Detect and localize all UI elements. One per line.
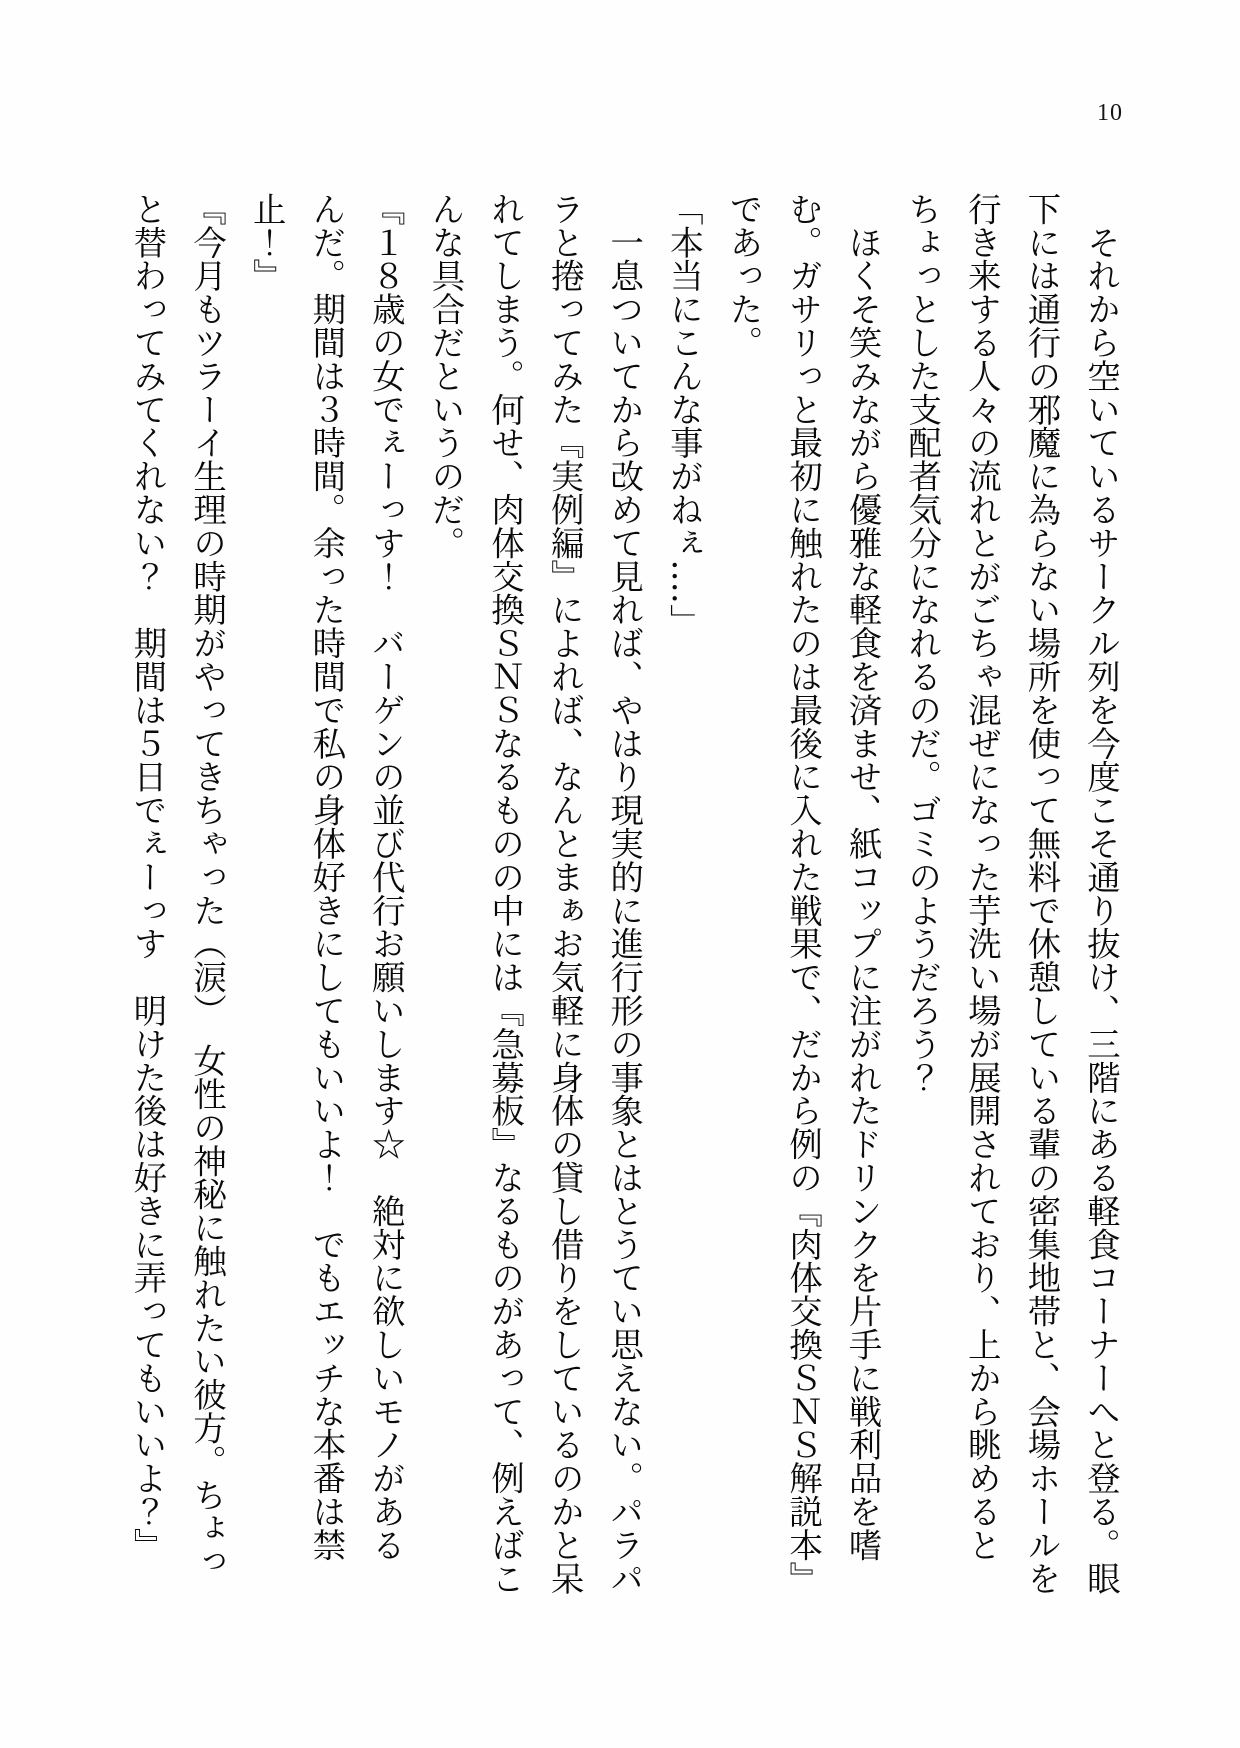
text-line-14: んだ。期間は３時間。余った時間で私の身体好きにしてもいいよ！ でもエッチな本番は禁 [307,192,345,1562]
text-line-6: む。ガサリっと最初に触れたのは最後に入れた戦果で、だから例の『肉体交換ＳＮＳ解説本』 [784,192,822,1595]
text-line-5: ほくそ笑みながら優雅な軽食を済ませ、紙コップに注がれたドリンクを片手に戦利品を嗜 [843,192,881,1562]
text-line-7: であった。 [724,192,762,359]
text-line-3: 行き来する人々の流れとがごちゃ混ぜになった芋洗い場が展開されており、上から眺めると [962,192,1000,1562]
text-line-10: ラと捲ってみた『実例編』によれば、なんとまぁお気軽に身体の貸し借りをしているのかと呆 [545,192,583,1595]
text-line-1: それから空いているサークル列を今度こそ通り抜け、三階にある軽食コーナーへと登る。眼 [1082,192,1119,1595]
text-line-8: 「本当にこんな事がねぇ‥‥」 [664,192,702,638]
page-number: 10 [1097,100,1123,126]
text-line-16: 『今月もツラーイ生理の時期がやってきちゃった（涙） 女性の神秘に触れたい彼方。ちょっ [188,192,226,1579]
text-line-9: 一息ついてから改めて見れば、やはり現実的に進行形の事象とはとうてい思えない。パラパ [605,192,643,1595]
text-line-2: 下には通行の邪魔に為らない場所を使って無料で休憩している輩の密集地帯と、会場ホールを [1022,192,1060,1595]
body-text [116,192,1130,1604]
text-line-4: ちょっとした支配者気分になれるのだ。ゴミのようだろう？ [903,192,941,1094]
text-line-11: れてしまう。何せ、肉体交換ＳＮＳなるものの中には『急募板』なるものがあって、例えばこ [486,192,524,1595]
text-line-17: と替わってみてくれない？ 期間は５日でぇーっす 明けた後は好きに弄ってもいいよ？』 [128,192,166,1562]
text-line-15: 止！』 [247,192,285,293]
text-line-12: んな具合だというのだ。 [426,192,464,560]
text-line-13: 『１８歳の女でぇーっす！ バーゲンの並び代行お願いします☆ 絶対に欲しいモノがある [366,192,404,1562]
